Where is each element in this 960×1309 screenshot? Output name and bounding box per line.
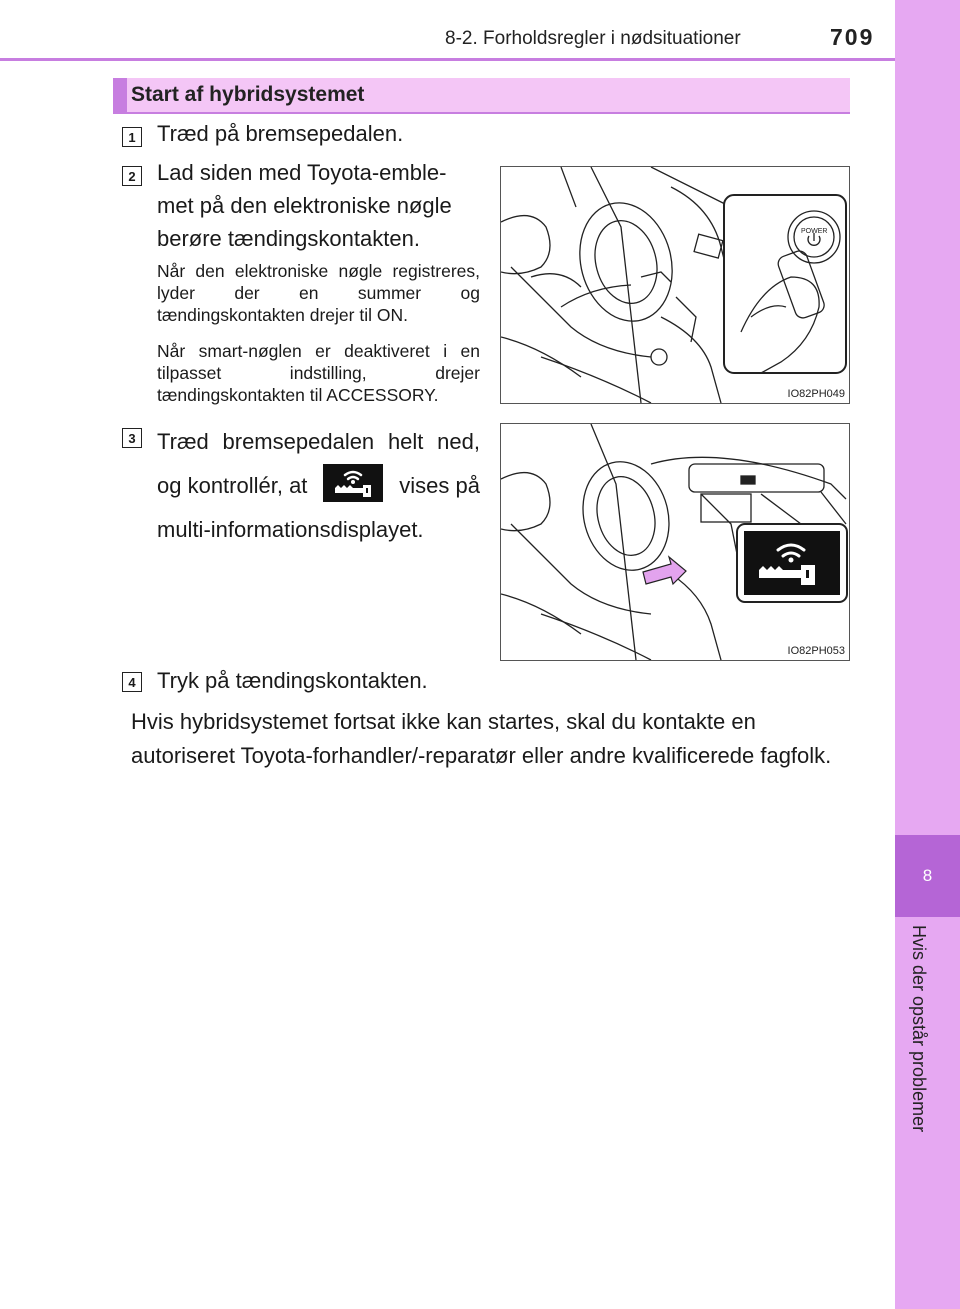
step-number-2: 2: [122, 166, 142, 186]
final-paragraph: Hvis hybridsystemet fortsat ikke kan startes, skal du kontakte en autoriseret Toyota-forhandler/-reparatør eller andre kvalificerede fagfolk.: [131, 709, 832, 768]
power-button-label: POWER: [801, 228, 828, 235]
step-2-line-2: met på den elektroniske nøgle: [157, 193, 452, 218]
header-rule: [0, 58, 895, 61]
driver-illustration: [501, 167, 849, 403]
step-3-text: [157, 420, 480, 552]
step-2-line-1: Lad siden med Toyota-emble-: [157, 160, 447, 185]
step-1-text: Træd på bremsepedalen.: [157, 121, 404, 146]
step-number-3: 3: [122, 428, 142, 448]
step-2-text: [157, 156, 480, 255]
step-number-1: 1: [122, 127, 142, 147]
step-3-line-2: [157, 464, 480, 508]
dashboard-illustration: [501, 424, 849, 660]
step-2-note-2: Når smart-nøglen er deaktiveret i en tilpasset indstilling, drejer tændingskontakten til ACCESSORY.: [157, 341, 480, 405]
display-screen: [744, 531, 840, 595]
section-title: Start af hybridsystemet: [131, 83, 365, 106]
step-3-line-1: Træd bremsepedalen helt ned,: [157, 429, 480, 454]
step-2-line-3: berøre tændingskontakten.: [157, 226, 420, 251]
chapter-number: 8: [895, 835, 960, 917]
section-title-bar: [113, 78, 850, 114]
page-number: 709: [830, 24, 875, 50]
figure-key-to-switch: [500, 166, 850, 404]
figure-code-1: IO82PH049: [787, 388, 845, 400]
key-wireless-icon: [323, 464, 383, 502]
step-4-text: Tryk på tændingskontakten.: [157, 668, 428, 693]
step-3-line-2b: vises på: [399, 473, 480, 498]
step-2-note-1: Når den elektroniske nøgle registreres, lyder der en summer og tændingskontakten drejer til ON.: [157, 261, 480, 325]
chapter-label: Hvis der opstår problemer: [909, 925, 929, 1133]
figure-multi-info-display: [500, 423, 850, 661]
step-3-line-2a: og kontrollér, at: [157, 473, 308, 498]
figure-code-2: IO82PH053: [787, 645, 845, 657]
step-3-line-3: multi-informationsdisplayet.: [157, 517, 424, 542]
step-number-4: 4: [122, 672, 142, 692]
running-header: 8-2. Forholdsregler i nødsituationer: [445, 28, 741, 49]
